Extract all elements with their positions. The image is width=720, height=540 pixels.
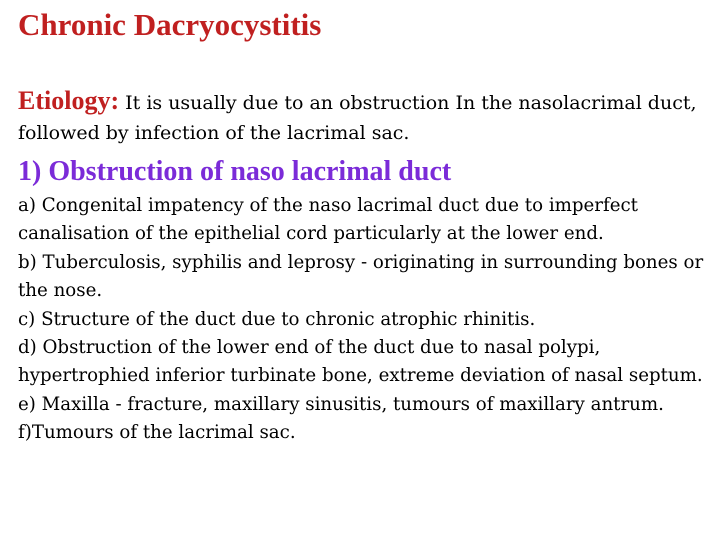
cause-item-e: e) Maxilla - fracture, maxillary sinusitis, tumours of maxillary antrum. (18, 393, 664, 415)
etiology-paragraph (18, 86, 714, 148)
cause-item-c: c) Structure of the duct due to chronic atrophic rhinitis. (18, 308, 536, 330)
cause-item-b: b) Tuberculosis, syphilis and leprosy - originating in surrounding bones or the nose. (18, 251, 704, 302)
cause-item-f: f)Tumours of the lacrimal sac. (18, 422, 296, 444)
etiology-label: Etiology: (18, 86, 120, 115)
section-heading: 1) Obstruction of naso lacrimal duct (18, 156, 452, 187)
cause-item-a: a) Congenital impatency of the naso lacrimal duct due to imperfect canalisation of the epithelial cord particularly at the lower end. (18, 195, 638, 245)
slide-title: Chronic Dacryocystitis (18, 7, 322, 42)
etiology-text: It is usually due to an obstruction In the nasolacrimal duct, followed by infection of the lacrimal sac. (18, 92, 697, 144)
cause-item-d: d) Obstruction of the lower end of the duct due to nasal polypi, hypertrophied inferior turbinate bone, extreme deviation of nasal septum. (18, 337, 703, 387)
cause-list (18, 192, 708, 448)
